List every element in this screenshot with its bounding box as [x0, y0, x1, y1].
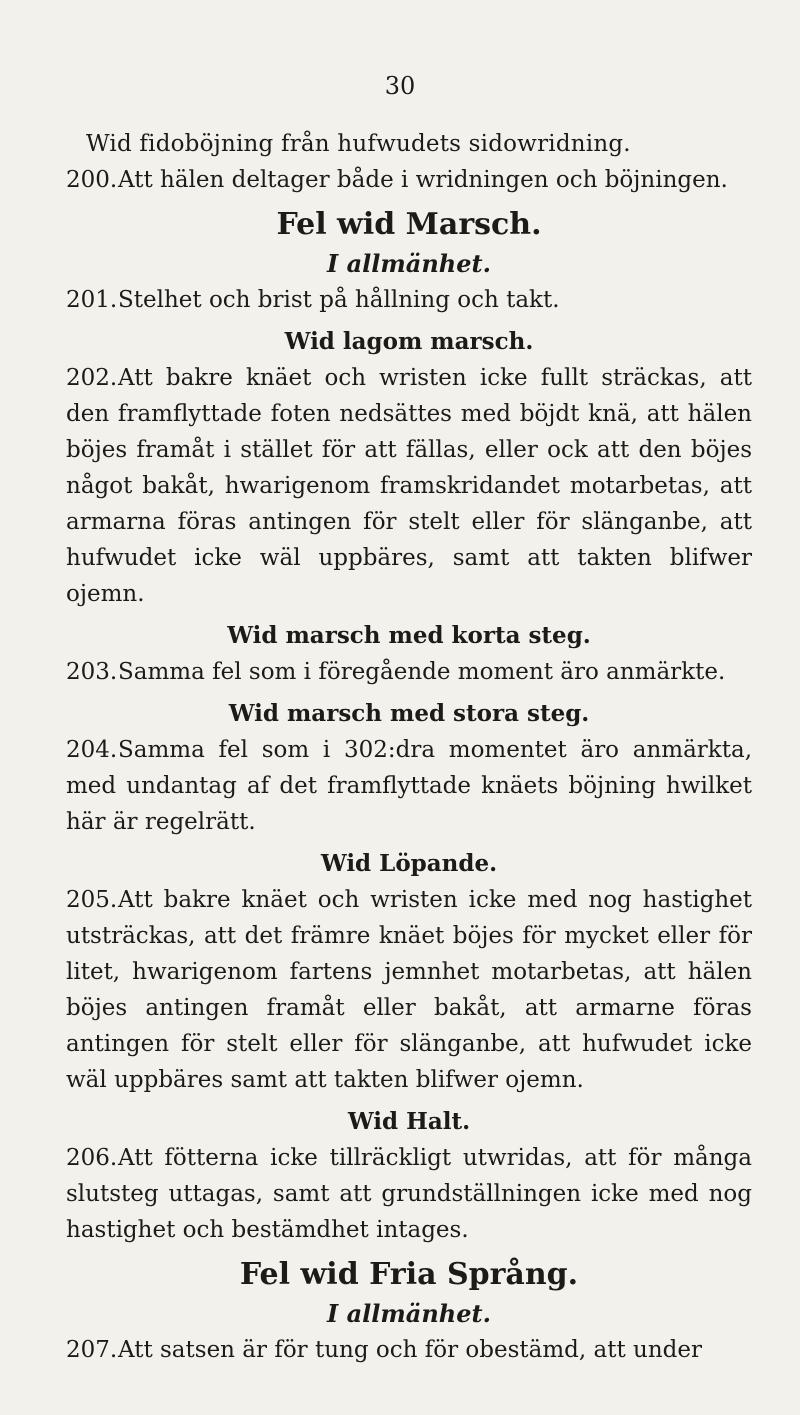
paragraph-number: 205.	[66, 887, 118, 913]
paragraph-number: 206.	[66, 1145, 118, 1171]
paragraph-number: 200.	[66, 167, 118, 193]
paragraph-203	[66, 654, 752, 690]
page-body	[66, 126, 752, 1368]
paragraph-text: Samma fel som i föregående moment äro anmärkte.	[118, 659, 726, 685]
intro-line	[66, 126, 752, 162]
paragraph-text: Att bakre knäet och wristen icke med nog hastighet utsträckas, att det främre knäet böjes för mycket eller för litet, hwarigenom fartens jemnhet motarbetas, att hälen böjes antingen framåt eller bakåt, att armarne föras antingen för stelt eller för slänganbe, att hufwudet icke wäl uppbäres samt att takten blifwer ojemn.	[66, 887, 752, 1093]
item-heading-korta-steg: Wid marsch med korta steg.	[227, 622, 591, 649]
item-heading-stora-steg: Wid marsch med stora steg.	[228, 700, 590, 727]
paragraph-text: Stelhet och brist på hållning och takt.	[118, 287, 560, 313]
paragraph-number: 204.	[66, 737, 118, 763]
section-heading-sprang: Fel wid Fria Språng.	[239, 1257, 579, 1292]
paragraph-number: 207.	[66, 1337, 118, 1363]
paragraph-202	[66, 360, 752, 612]
paragraph-text: Samma fel som i 302:dra momentet äro anmärkta, med undantag af det framflyttade knäets böjning hwilket här är regelrätt.	[66, 737, 752, 835]
paragraph-204	[66, 732, 752, 840]
paragraph-text: Att fötterna icke tillräckligt utwridas, att för många slutsteg uttagas, samt att grundställningen icke med nog hastighet och bestämdhet intages.	[66, 1145, 752, 1243]
paragraph-200	[66, 162, 752, 198]
page-number: 30	[384, 72, 416, 100]
paragraph-text: Att hälen deltager både i wridningen och böjningen.	[118, 167, 728, 193]
paragraph-number: 202.	[66, 365, 118, 391]
paragraph-206	[66, 1140, 752, 1248]
item-heading-lagom: Wid lagom marsch.	[284, 328, 534, 355]
paragraph-207	[66, 1332, 752, 1368]
paragraph-number: 203.	[66, 659, 118, 685]
paragraph-205	[66, 882, 752, 1098]
paragraph-201	[66, 282, 752, 318]
item-heading-halt: Wid Halt.	[347, 1108, 471, 1135]
item-heading-lopande: Wid Löpande.	[320, 850, 498, 877]
intro-line-text: Wid fidoböjning från hufwudets sidowridning.	[86, 131, 631, 157]
section-subheading-sprang: I allmänhet.	[327, 1299, 491, 1328]
section-heading-marsch: Fel wid Marsch.	[276, 207, 542, 242]
section-subheading-marsch: I allmänhet.	[327, 249, 491, 278]
paragraph-text: Att satsen är för tung och för obestämd, att under	[118, 1337, 702, 1363]
paragraph-number: 201.	[66, 287, 118, 313]
paragraph-text: Att bakre knäet och wristen icke fullt sträckas, att den framflyttade foten nedsättes med böjdt knä, att hälen böjes framåt i stället för att fällas, eller ock att den böjes något bakåt, hwarigenom framskridandet motarbetas, att armarna föras antingen för stelt eller för slänganbe, att hufwudet icke wäl uppbäres, samt att takten blifwer ojemn.	[66, 365, 752, 607]
